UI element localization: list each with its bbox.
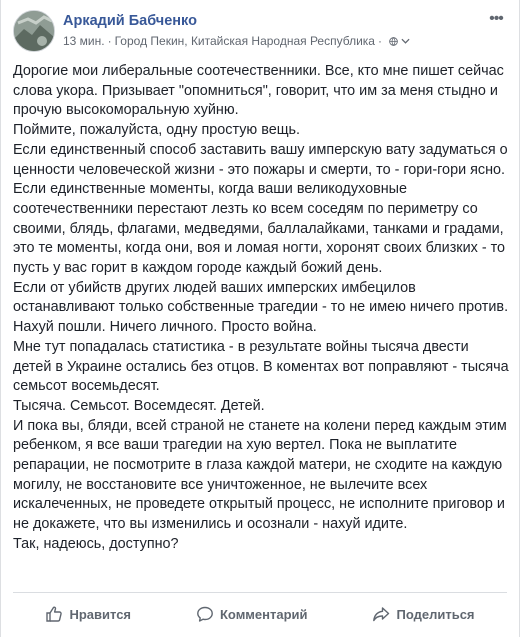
more-icon[interactable]: •••	[489, 10, 503, 27]
post-paragraph: Если от убийств других людей ваших имперских имбецилов останавливают только собственные трагедии - то не имею ничего против.	[13, 279, 509, 316]
like-button[interactable]	[33, 599, 143, 629]
avatar[interactable]	[13, 10, 55, 52]
thumbs-up-icon	[45, 605, 63, 623]
share-icon	[372, 605, 390, 623]
post-actions	[13, 596, 507, 632]
share-label: Поделиться	[396, 606, 475, 622]
post-time[interactable]: 13 мин.	[63, 34, 105, 48]
post-header	[13, 10, 507, 60]
actions-divider	[13, 592, 507, 593]
post-paragraph: Нахуй пошли. Ничего личного. Просто война.	[13, 319, 317, 336]
post-paragraph: Если единственный способ заставить вашу имперскую вату задуматься о ценности человеческой жизни - это пожары и смерти, то - гори-гори ясно.	[13, 141, 508, 178]
post-paragraph: Если единственные моменты, когда ваши великодуховные соотечественники перестают лезть ко всем соседям по периметру со своими, блядь, флагами, медведями, баллалайками, танками и градами, это те моменты, когда они, воя и ломая ногти, хоронят своих близких - то пусть у вас горит в каждом городе каждый божий день.	[13, 181, 506, 277]
post-paragraph: Тысяча. Семьсот. Восемдесят. Детей.	[13, 397, 265, 414]
like-label: Нравится	[69, 606, 132, 622]
share-button[interactable]	[360, 599, 486, 629]
author-name[interactable]: Аркадий Бабченко	[63, 13, 197, 29]
comment-icon	[196, 605, 214, 623]
post-paragraph: Поймите, пожалуйста, одну простую вещь.	[13, 122, 301, 139]
post-paragraph: Дорогие мои либеральные соотечественники. Все, кто мне пишет сейчас слова укора. Призывает "опомниться", говорит, что им за меня стыдно и прочую высокоморальную хуйню.	[13, 63, 504, 119]
post-paragraph: Мне тут попадалась статистика - в результате войны тысяча двести детей в Украине остались без отцов. В коментах вот поправляют - тысяча семьсот восемьдесят.	[13, 338, 509, 395]
meta-separator: ·	[377, 34, 382, 48]
comment-button[interactable]	[184, 599, 320, 629]
chevron-down-icon[interactable]	[401, 38, 410, 44]
avatar-image	[14, 11, 54, 51]
post-meta	[63, 34, 410, 48]
globe-icon[interactable]	[389, 37, 398, 46]
meta-separator: ·	[107, 34, 112, 48]
post-location[interactable]: Город Пекин, Китайская Народная Республика	[114, 34, 375, 48]
post-paragraph: Так, надеюсь, доступно?	[13, 535, 179, 552]
comment-label: Комментарий	[219, 606, 308, 622]
post-body	[13, 62, 511, 555]
post-paragraph: И пока вы, бляди, всей страной не станете на колени перед каждым этим ребенком, я все ваши трагедии на хую вертел. Пока не выплатите репарации, не посмотрите в глаза каждой матери, не сходите на каждую могилу, не восстановите все уничтоженное, не вылечите всех искалеченных, не проведете открытый процесс, не исполните приговор и не докажете, что вы изменились и осознали - нахуй идите.	[13, 417, 507, 533]
